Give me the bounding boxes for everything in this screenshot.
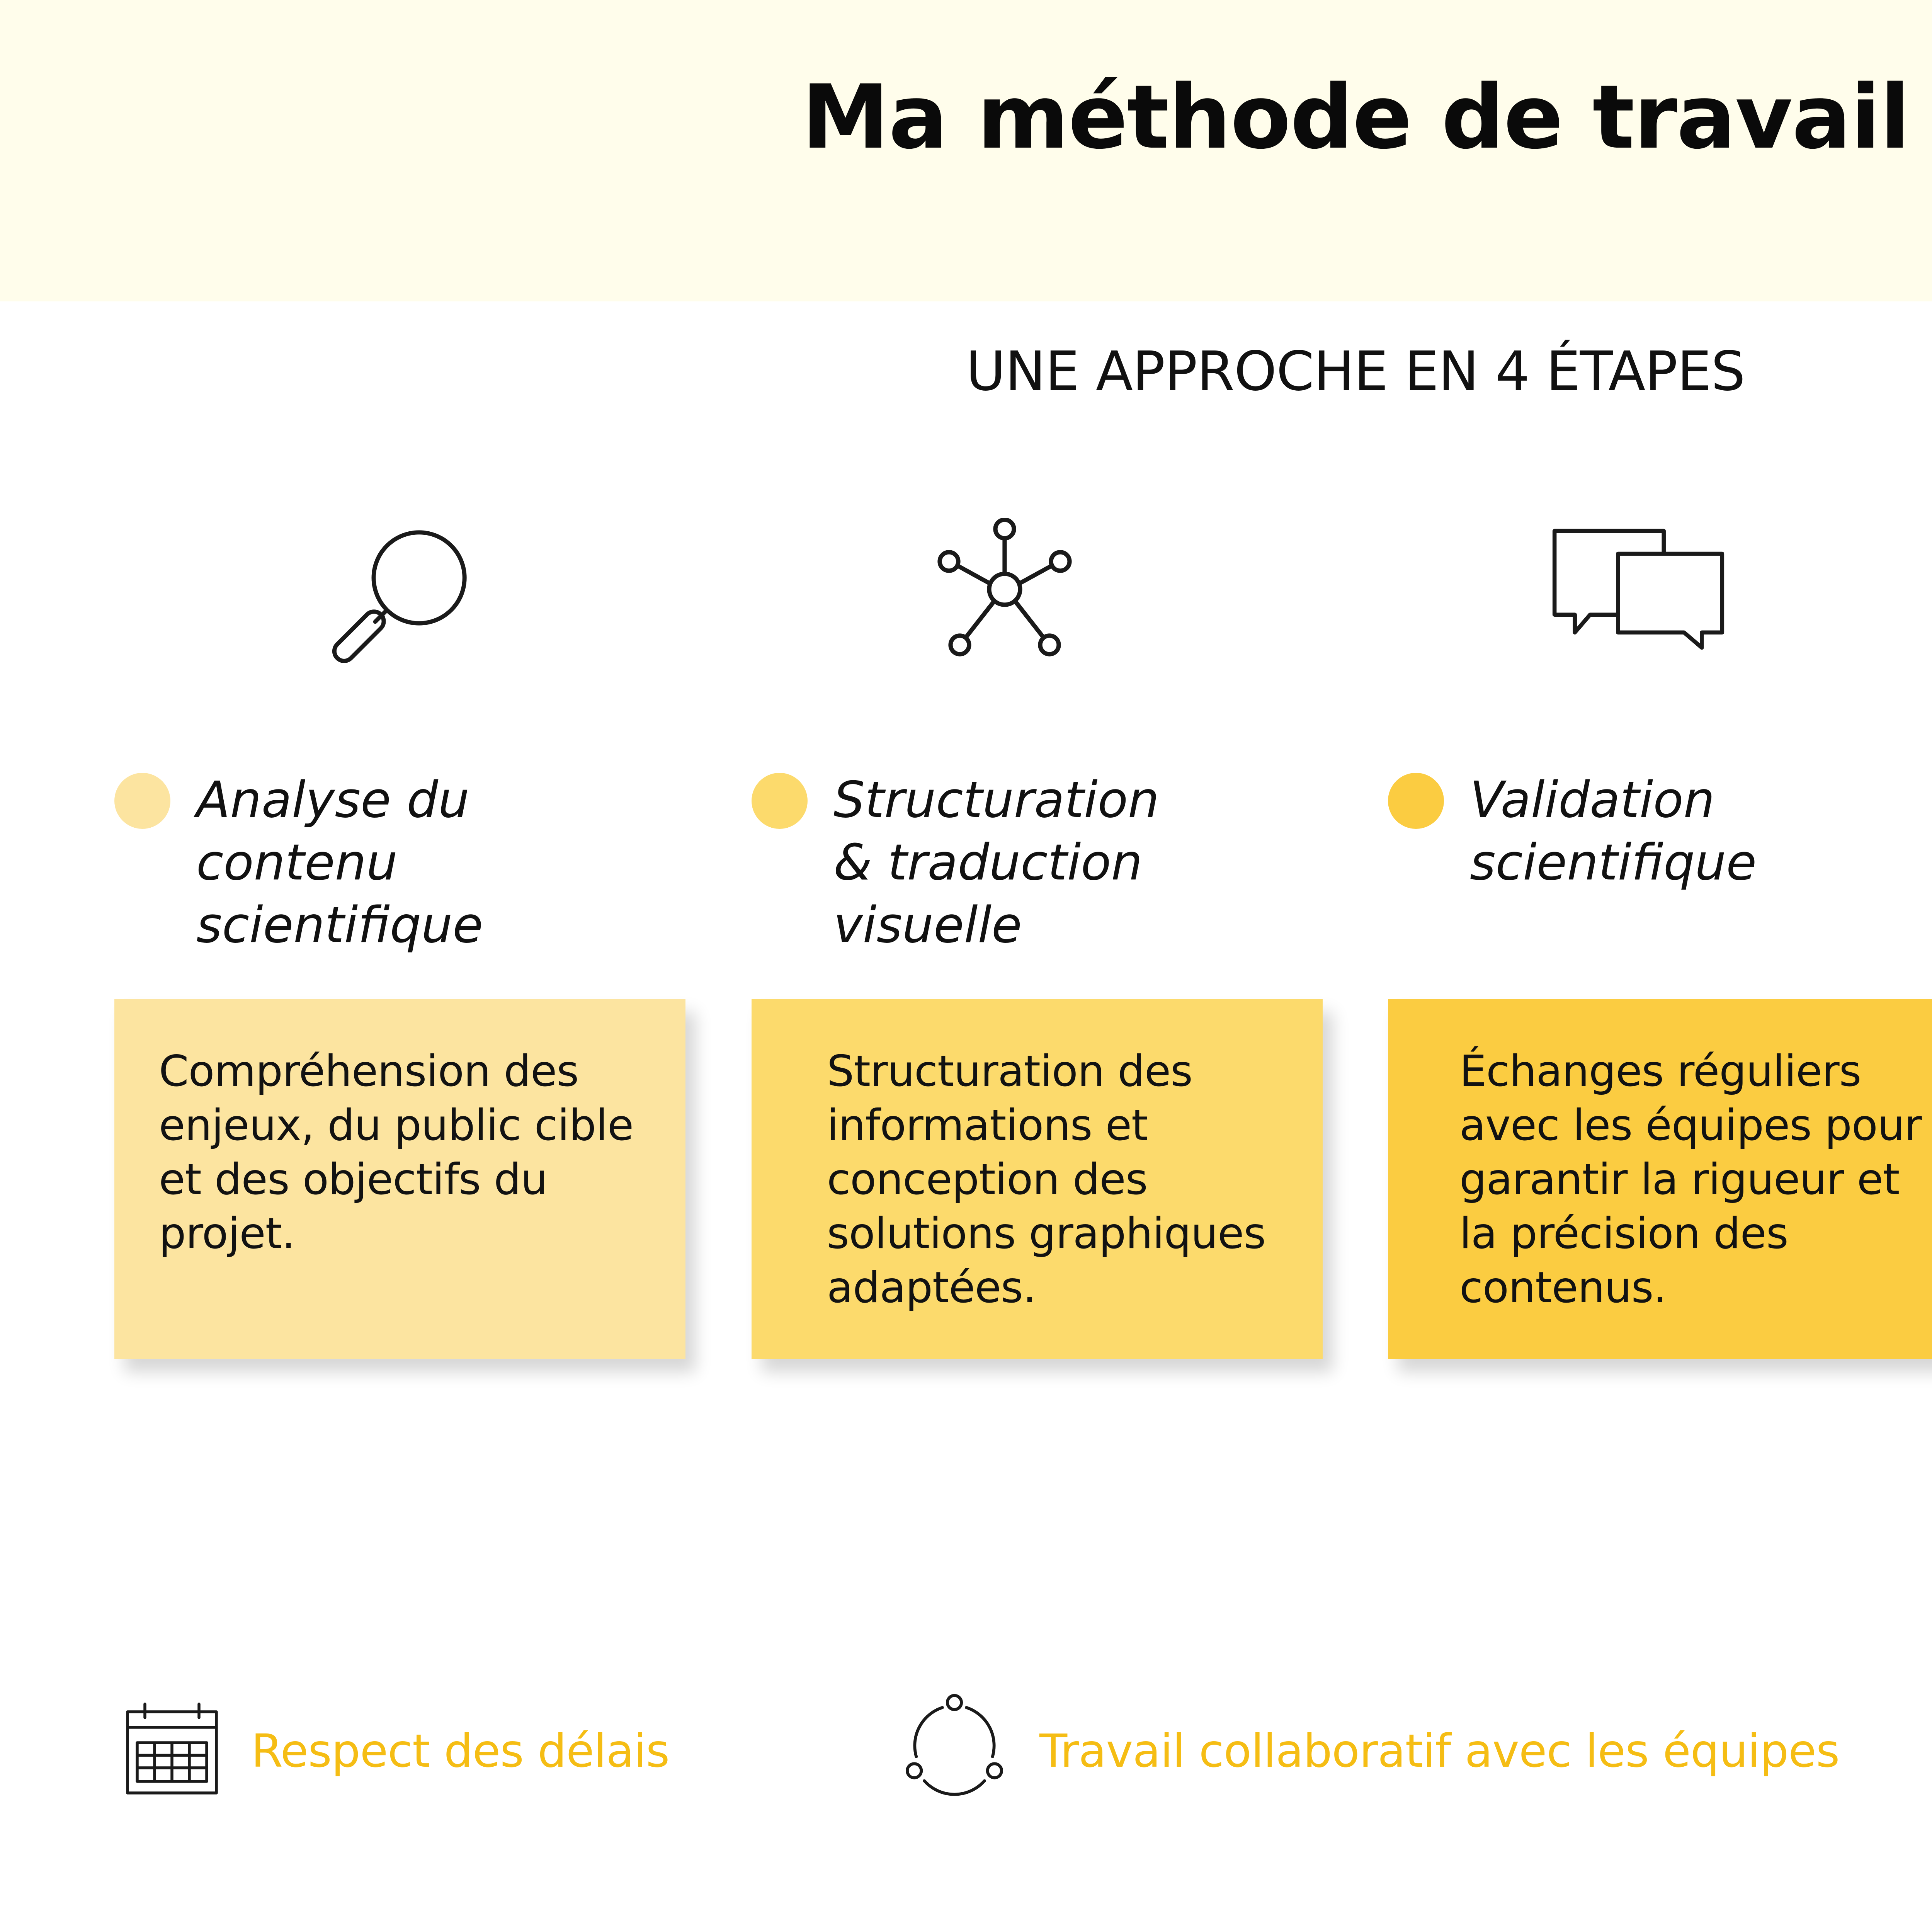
step-dot-2	[752, 773, 808, 829]
feature-label-collaboration: Travail collaboratif avec les équipes	[1039, 1724, 1840, 1778]
step-title-3: Validation scientifique	[1470, 771, 1757, 891]
step-dot-3	[1388, 773, 1444, 829]
page-title: Ma méthode de travail	[801, 66, 1910, 168]
calendar-icon	[124, 1700, 220, 1797]
step-card-1	[114, 999, 685, 1359]
section-subtitle: UNE APPROCHE EN 4 ÉTAPES	[966, 340, 1745, 403]
chat-bubbles-icon	[1549, 526, 1727, 653]
step-title-2: Structuration & traduction visuelle	[833, 771, 1160, 954]
collaboration-cycle-icon	[904, 1692, 1005, 1797]
feature-collaboration	[904, 1700, 1840, 1801]
feature-label-deadlines: Respect des délais	[251, 1724, 670, 1778]
step-card-2	[752, 999, 1323, 1359]
step-description-1: Compréhension des enjeux, du public cible et des objectifs du projet.	[159, 1046, 634, 1259]
network-nodes-icon	[927, 518, 1082, 661]
step-description-3: Échanges réguliers avec les équipes pour garantir la rigueur et la précision des contenus.	[1459, 1046, 1922, 1313]
step-description-2: Structuration des informations et conception des solutions graphiques adaptées.	[827, 1046, 1266, 1313]
step-dot-1	[114, 773, 170, 829]
step-card-3	[1388, 999, 1932, 1359]
step-title-1: Analyse du contenu scientifique	[196, 771, 483, 954]
magnifier-icon	[317, 518, 479, 680]
feature-deadlines	[124, 1700, 670, 1801]
